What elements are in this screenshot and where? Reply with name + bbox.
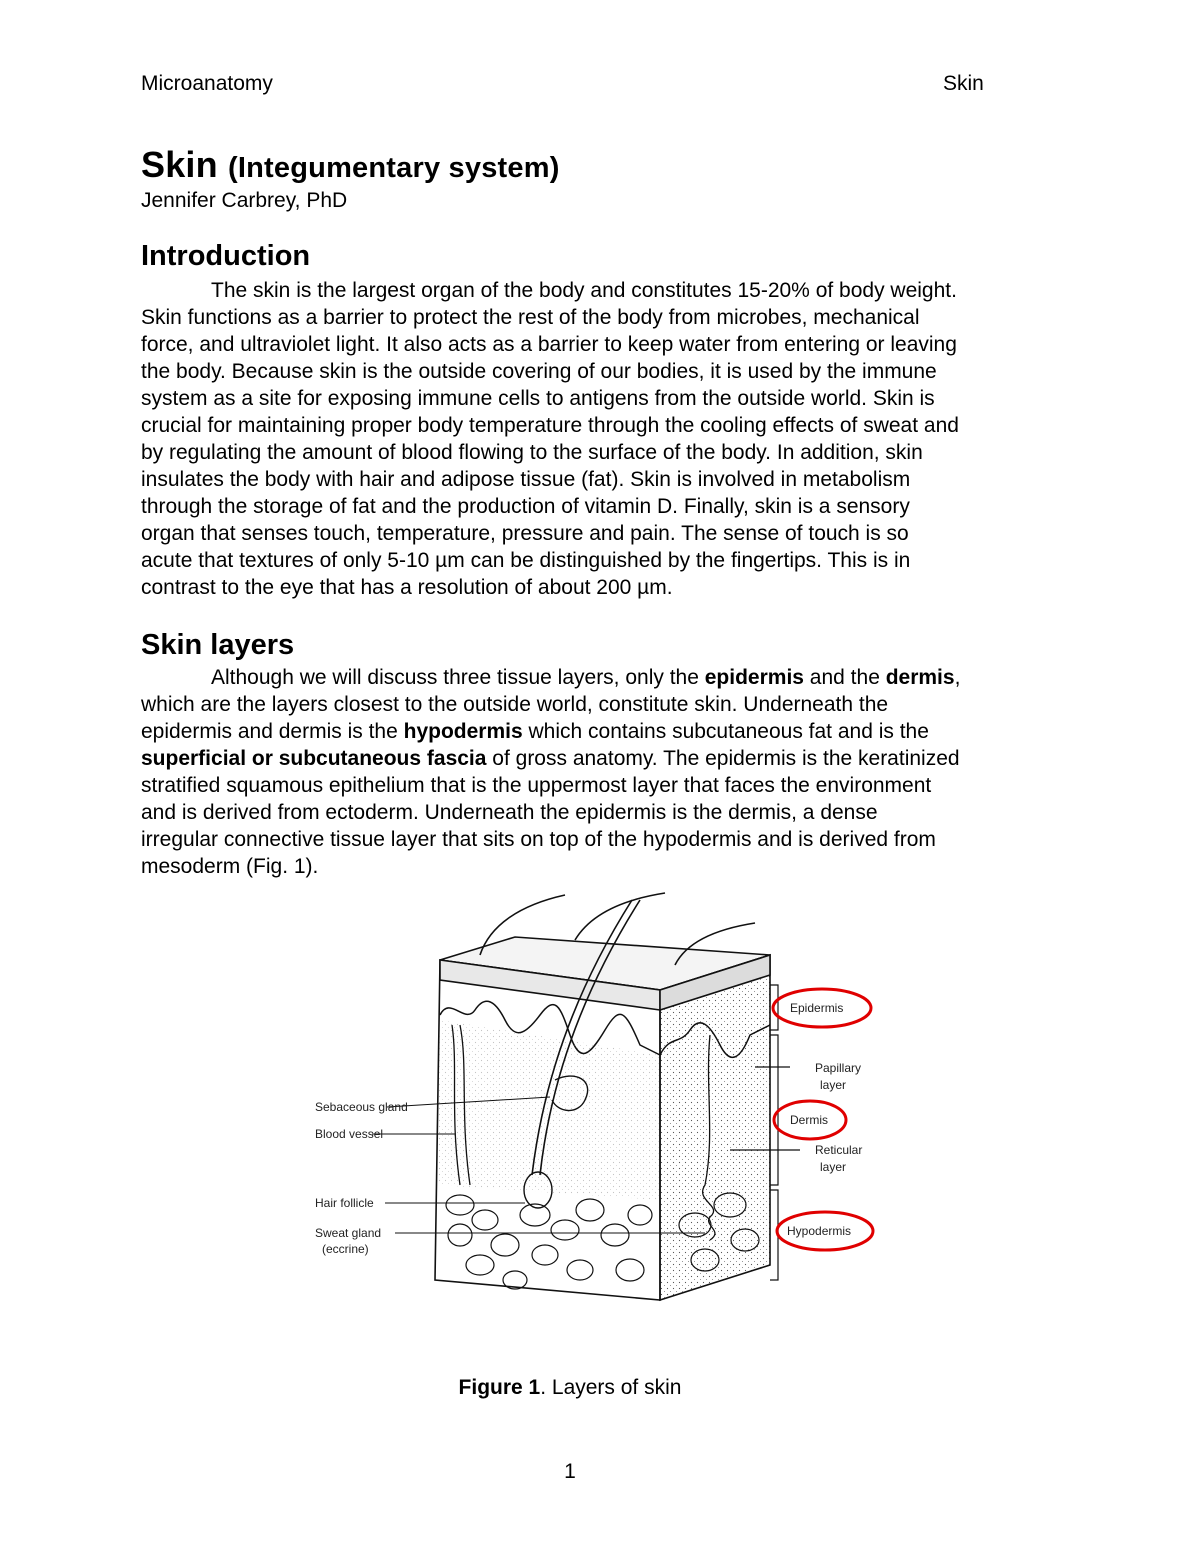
label-papillary: Papillary: [815, 1061, 862, 1075]
layers-line: epidermis and dermis is the hypodermis which contains subcutaneous fat and is the: [141, 720, 929, 743]
label-reticular-layer: layer: [820, 1160, 847, 1174]
label-hair-follicle: Hair follicle: [315, 1196, 374, 1210]
intro-line: force, and ultraviolet light. It also acts as a barrier to keep water from entering or leaving: [141, 333, 957, 356]
intro-line: acute that textures of only 5-10 µm can be distinguished by the fingertips. This is in: [141, 549, 911, 572]
figure-caption: Figure 1. Layers of skin: [458, 1376, 682, 1399]
skin-layers-paragraph: [141, 664, 1071, 880]
intro-line: contrast to the eye that has a resolution of about 200 µm.: [141, 576, 673, 599]
author: Jennifer Carbrey, PhD: [141, 189, 348, 212]
label-sweat-gland-eccrine: (eccrine): [322, 1242, 369, 1256]
intro-line: The skin is the largest organ of the body and constitutes 15-20% of body weight.: [211, 279, 957, 302]
layers-line: mesoderm (Fig. 1).: [141, 855, 319, 878]
layers-line: superficial or subcutaneous fascia of gross anatomy. The epidermis is the keratinized: [141, 747, 960, 770]
layers-line: and is derived from ectoderm. Underneath the epidermis is the dermis, a dense: [141, 801, 878, 824]
intro-heading: Introduction: [141, 240, 311, 272]
label-reticular: Reticular: [815, 1143, 863, 1157]
label-sweat-gland: Sweat gland: [315, 1226, 382, 1240]
layers-line: irregular connective tissue layer that sits on top of the hypodermis and is derived from: [141, 828, 936, 851]
label-dermis: Dermis: [790, 1113, 828, 1127]
intro-line: organ that senses touch, temperature, pressure and pain. The sense of touch is so: [141, 522, 909, 545]
intro-line: insulates the body with hair and adipose tissue (fat). Skin is involved in metabolism: [141, 468, 911, 491]
intro-line: through the storage of fat and the production of vitamin D. Finally, skin is a sensory: [141, 495, 910, 518]
intro-line: crucial for maintaining proper body temperature through the cooling effects of sweat and: [141, 414, 959, 437]
page-number: 1: [564, 1460, 576, 1483]
header-left: Microanatomy: [141, 72, 273, 95]
layers-line: which are the layers closest to the outside world, constitute skin. Underneath the: [141, 693, 889, 716]
label-hypodermis: Hypodermis: [787, 1224, 852, 1238]
layers-line: stratified squamous epithelium that is the uppermost layer that faces the environment: [141, 774, 932, 797]
title-sub: (Integumentary system): [228, 152, 560, 184]
intro-line: system as a site for exposing immune cells to antigens from the outside world. Skin is: [141, 387, 935, 410]
skin-layers-heading: Skin layers: [141, 629, 295, 661]
label-epidermis: Epidermis: [790, 1001, 844, 1015]
intro-line: the body. Because skin is the outside covering of our bodies, it is used by the immune: [141, 360, 937, 383]
right-labels: [787, 1001, 862, 1238]
intro-paragraph: [141, 277, 1071, 601]
skin-layers-diagram: [300, 885, 900, 1325]
page-title: [141, 144, 560, 186]
label-papillary-layer: layer: [820, 1078, 847, 1092]
label-blood-vessel: Blood vessel: [315, 1127, 384, 1141]
intro-line: by regulating the amount of blood flowing to the surface of the body. In addition, skin: [141, 441, 923, 464]
layers-line: Although we will discuss three tissue layers, only the epidermis and the dermis,: [211, 666, 961, 689]
intro-line: Skin functions as a barrier to protect the rest of the body from microbes, mechanical: [141, 306, 920, 329]
title-main: Skin: [141, 144, 218, 185]
header-right: Skin: [943, 72, 984, 95]
label-sebaceous-gland: Sebaceous gland: [315, 1100, 408, 1114]
